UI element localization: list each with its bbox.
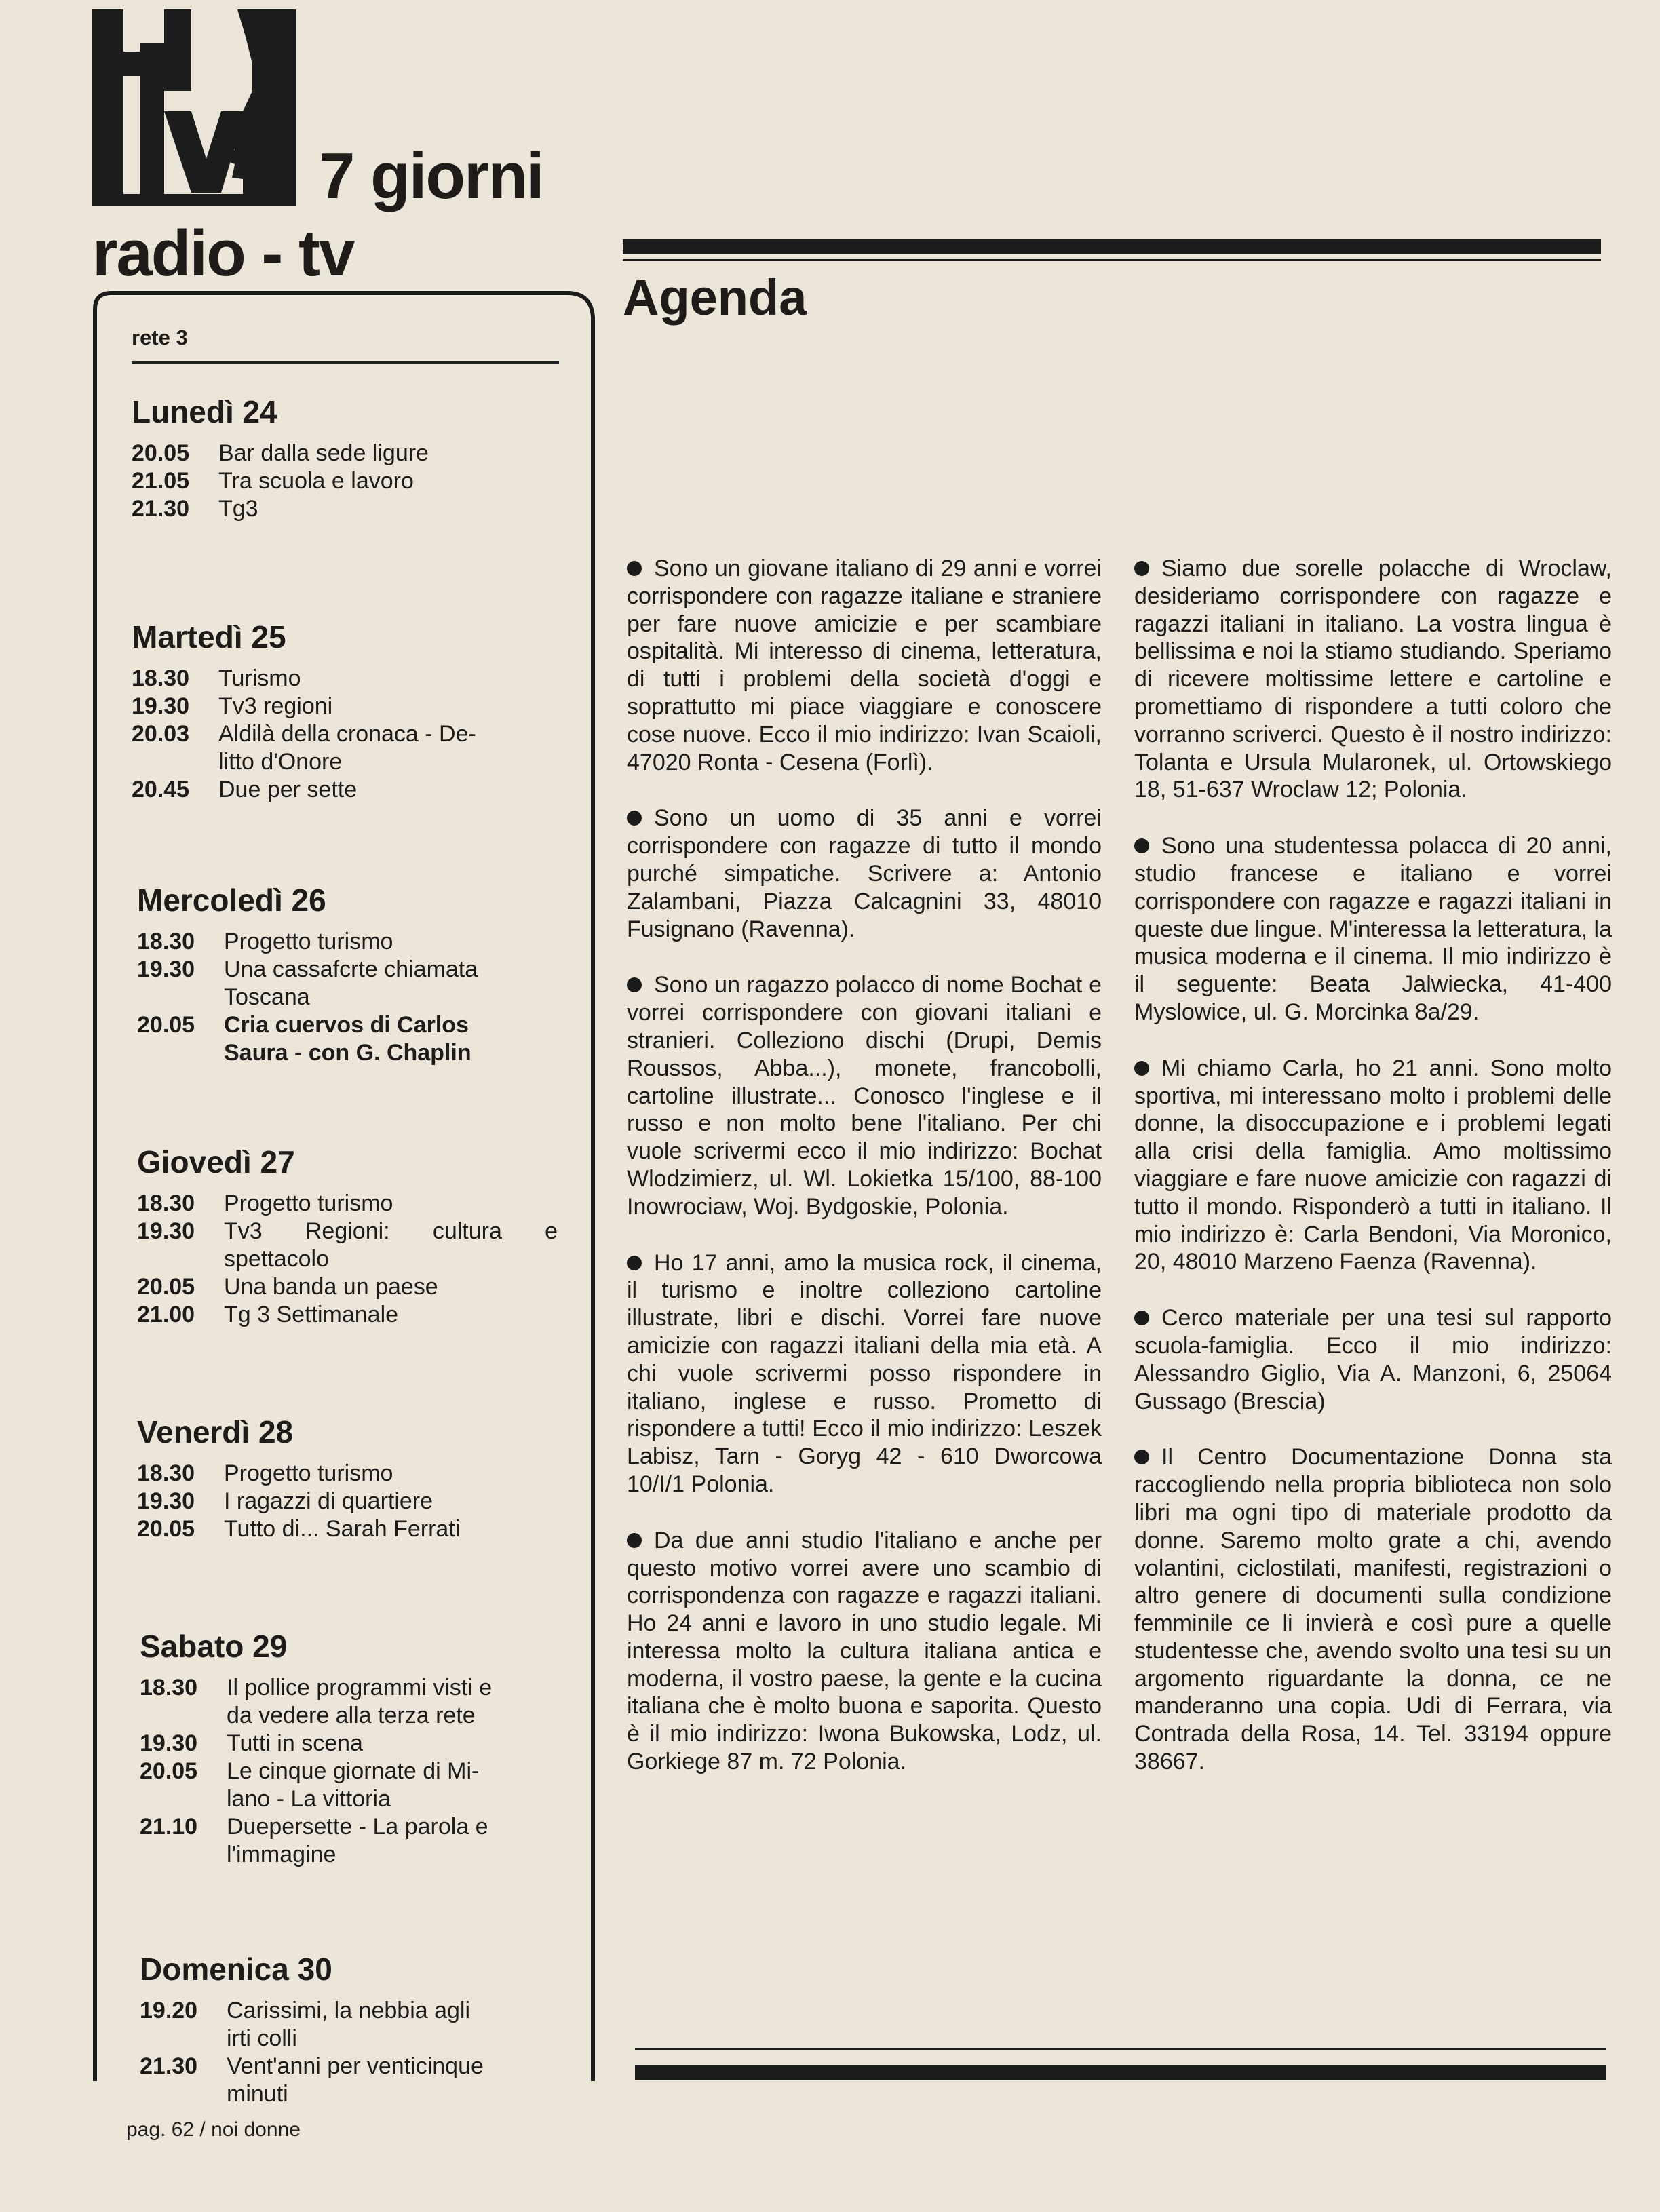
program-title: Tutti in scena: [227, 1730, 363, 1756]
program-time: [137, 1039, 224, 1067]
program-row: [132, 467, 596, 495]
program-time: 18.30: [137, 1190, 195, 1216]
day-title: Venerdì 28: [137, 1414, 294, 1450]
letter: [1134, 1443, 1612, 1776]
program-time: 18.30: [137, 929, 195, 954]
bullet-icon: [1134, 561, 1149, 576]
top-rule: [623, 239, 1601, 254]
letter-text: Il Centro Documentazione Donna sta raccogliendo nella propria biblioteca non solo libri ma ogni tipo di materiale prodotto da donne. Saremo molto grate a chi, avendo volantini, ciclostilati, manifesti, registrazioni o altro genere di documenti sulla condizione femminile ce li invierà e così pure a quelle studentesse che, avendo svolto una tesi su un argomento riguardante la donna, ce ne manderanno una copia. Udi di Ferrara, via Contrada della Rosa, 14. Tel. 33194 oppure 38667.: [1134, 1444, 1612, 1775]
program-title: Progetto turismo: [224, 1460, 393, 1486]
program-row: [132, 693, 596, 720]
program-title: Tv3 Regioni: cultura e: [224, 1218, 558, 1244]
program-time: 21.00: [137, 1302, 195, 1327]
program-title: Tg 3 Settimanale: [224, 1302, 399, 1327]
program-title: Progetto turismo: [224, 1190, 393, 1216]
schedule-day: [92, 621, 596, 804]
program-time: 20.05: [132, 440, 190, 466]
day-title: Mercoledì 26: [137, 882, 326, 918]
bullet-icon: [627, 1256, 642, 1270]
masthead-days: 7 giorni: [319, 140, 543, 212]
program-time: [140, 2080, 227, 2108]
program-row: [132, 748, 596, 776]
program-time: 19.30: [137, 1488, 195, 1514]
program-time: [140, 1785, 227, 1813]
magazine-name: noi donne: [211, 2118, 301, 2141]
program-title: irti colli: [227, 2025, 297, 2051]
letter: [627, 971, 1102, 1220]
schedule-box: [92, 290, 596, 2107]
program-title: Bar dalla sede ligure: [218, 440, 429, 466]
schedule-day: [92, 1954, 596, 2108]
program-row: [132, 495, 596, 523]
program-row: [140, 2080, 596, 2108]
bullet-icon: [627, 1533, 642, 1548]
bottom-rule: [635, 2065, 1606, 2080]
program-title: Aldilà della cronaca - De-: [218, 721, 476, 747]
program-title: I ragazzi di quartiere: [224, 1488, 433, 1514]
program-time: 19.20: [140, 1998, 198, 2023]
program-title: Turismo: [218, 665, 301, 691]
schedule-day: [92, 1631, 596, 1869]
program-row: [140, 1997, 596, 2025]
letter-text: Sono un uomo di 35 anni e vorrei corrispondere con ragazze di tutto il mondo purché simpatiche. Scrivere a: Antonio Zalambani, Piazza Calcagnini 33, 48010 Fusignano (Ravenna).: [627, 805, 1102, 942]
program-time: [132, 748, 218, 776]
bullet-icon: [627, 977, 642, 992]
bullet-icon: [1134, 1450, 1149, 1464]
program-title: Le cinque giornate di Mi-: [227, 1758, 480, 1784]
program-row: [132, 776, 596, 804]
letter: [1134, 832, 1612, 1026]
letter: [627, 804, 1102, 943]
program-title: Tg3: [218, 496, 258, 522]
program-row: [140, 2025, 596, 2053]
program-row: [140, 1785, 596, 1813]
program-time: 18.30: [137, 1460, 195, 1486]
program-row: [137, 928, 596, 956]
schedule-day: [92, 882, 596, 1067]
program-row: [137, 1515, 596, 1543]
program-title: Progetto turismo: [224, 929, 393, 954]
program-title: Tra scuola e lavoro: [218, 468, 414, 494]
letter: [1134, 1055, 1612, 1276]
program-title: Tv3 regioni: [218, 693, 333, 719]
page-number: pag. 62 /: [126, 2118, 206, 2141]
program-time: 20.03: [132, 721, 190, 747]
schedule-day: [92, 1416, 596, 1543]
program-title: Una banda un paese: [224, 1274, 438, 1300]
program-row: [137, 1301, 596, 1329]
tv-logo: [92, 9, 296, 206]
letter-text: Cerco materiale per una tesi sul rapporto scuola-famiglia. Ecco il mio indirizzo: Alessandro Giglio, Via A. Manzoni, 6, 25064 Gussago (Brescia): [1134, 1305, 1612, 1414]
program-time: 19.30: [140, 1730, 198, 1756]
program-title: Saura - con G. Chaplin: [224, 1040, 471, 1066]
program-time: 19.30: [137, 956, 195, 982]
top-rule-thin: [623, 259, 1601, 261]
program-title: Cria cuervos di Carlos: [224, 1012, 469, 1038]
letter: [627, 1249, 1102, 1498]
program-time: 21.10: [140, 1814, 198, 1840]
bullet-icon: [1134, 838, 1149, 853]
program-time: 19.30: [132, 693, 190, 719]
program-row: [137, 1460, 596, 1488]
day-title: Lunedì 24: [132, 394, 277, 429]
program-row: [137, 1039, 596, 1067]
schedule-day: [92, 396, 596, 523]
letter-text: Sono una studentessa polacca di 20 anni, studio francese e italiano e vorrei corrispondere con ragazze e ragazzi italiani in queste due lingue. M'interessa la letteratura, la musica moderna e il cinema. Il mio indirizzo è il seguente: Beata Jalwiecka, 41-400 Myslowice, ul. G. Morcinka 8a/29.: [1134, 833, 1612, 1025]
program-title: Una cassafcrte chiamata: [224, 956, 478, 982]
letter-text: Sono un ragazzo polacco di nome Bochat e vorrei corrispondere con giovani italiani e stranieri. Colleziono dischi (Drupi, Demis Roussos, Abba...), monete, francobolli, cartoline illustrate... Conosco l'inglese e il russo e non molto bene l'italiano. Per chi vuole scrivermi ecco il mio indirizzo: Bochat Wlodzimierz, ul. Wl. Lokietka 15/100, 88-100 Inowrociaw, Woj. Bydgoskie, Polonia.: [627, 972, 1102, 1220]
program-title: minuti: [227, 2081, 288, 2107]
program-time: 21.30: [140, 2053, 198, 2079]
program-time: [140, 2025, 227, 2053]
day-title: Sabato 29: [140, 1629, 288, 1664]
bullet-icon: [627, 811, 642, 826]
program-time: [140, 1702, 227, 1730]
program-time: 20.05: [137, 1516, 195, 1542]
agenda-left-column: [627, 555, 1102, 1804]
agenda-right-column: [1134, 555, 1612, 1804]
program-row: [140, 1702, 596, 1730]
bottom-rule-thin: [635, 2048, 1606, 2050]
program-row: [132, 720, 596, 748]
program-row: [137, 1245, 596, 1273]
page-footer: [126, 2120, 301, 2140]
program-row: [132, 440, 596, 467]
tv-logo-graphic: [92, 9, 296, 206]
day-title: Martedì 25: [132, 619, 286, 655]
program-row: [137, 984, 596, 1011]
program-row: [140, 1730, 596, 1758]
program-row: [137, 1273, 596, 1301]
program-row: [137, 956, 596, 984]
day-title: Giovedì 27: [137, 1144, 295, 1180]
program-title: lano - La vittoria: [227, 1786, 391, 1812]
program-time: 20.05: [137, 1012, 195, 1038]
program-time: 21.30: [132, 496, 190, 522]
program-row: [137, 1218, 596, 1245]
program-row: [140, 1674, 596, 1702]
program-title: Duepersette - La parola e: [227, 1814, 488, 1840]
day-title: Domenica 30: [140, 1952, 332, 1987]
program-row: [132, 665, 596, 693]
program-time: 20.05: [140, 1758, 198, 1784]
program-row: [137, 1190, 596, 1218]
program-title: Toscana: [224, 984, 310, 1010]
letter-text: Da due anni studio l'italiano e anche per questo motivo vorrei avere uno scambio di corrispondenza con ragazze e ragazzi italiani. Ho 24 anni e lavoro in uno studio legale. Mi interessa molto la cultura italiana antica e moderna, il vostro paese, la gente e la cucina italiana che è molto buona e saporita. Questo è il mio indirizzo: Iwona Bukowska, Lodz, ul. Gorkiege 87 m. 72 Polonia.: [627, 1527, 1102, 1775]
letter-text: Siamo due sorelle polacche di Wroclaw, desideriamo corrispondere con ragazze e ragazzi italiani in italiano. La vostra lingua è bellissima e noi la stiamo studiando. Speriamo di ricevere moltissime lettere e cartoline e promettiamo di rispondere a tutti coloro che vorranno scriverci. Questo è il nostro indirizzo: Tolanta e Ursula Mularonek, ul. Ortowskiego 18, 51-637 Wroclaw 12; Polonia.: [1134, 556, 1612, 803]
program-title: Vent'anni per venticinque: [227, 2053, 484, 2079]
letter-text: Mi chiamo Carla, ho 21 anni. Sono molto sportiva, mi interessano molto i problemi delle donne, la disoccupazione e i problemi legati alla crisi della famiglia. Amo moltissimo viaggiare e fare nuove amicizie con ragazzi di tutto il mondo. Risponderò a tutti in italiano. Il mio indirizzo è: Carla Bendoni, Via Moronico, 20, 48010 Marzeno Faenza (Ravenna).: [1134, 1055, 1612, 1275]
program-row: [140, 1813, 596, 1841]
bullet-icon: [1134, 1061, 1149, 1076]
masthead-section: radio - tv: [92, 217, 354, 290]
letter-text: Sono un giovane italiano di 29 anni e vorrei corrispondere con ragazze italiane e straniere per fare nuove amicizie e per scambiare ospitalità. Mi interesso di cinema, letteratura, di tutti i problemi della società d'oggi e soprattutto mi piace viaggiare e conoscere cose nuove. Ecco il mio indirizzo: Ivan Scaioli, 47020 Ronta - Cesena (Forlì).: [627, 556, 1102, 775]
program-row: [140, 1758, 596, 1785]
program-title: Due per sette: [218, 777, 358, 802]
program-time: 18.30: [140, 1675, 198, 1701]
letter: [627, 555, 1102, 776]
schedule-day: [92, 1146, 596, 1329]
letter-text: Ho 17 anni, amo la musica rock, il cinema, il turismo e inoltre colleziono cartoline illustrate, libri e dischi. Vorrei fare nuove amicizie con ragazzi italiani della mia età. A chi vuole scrivermi posso rispondere in italiano, inglese e russo. Prometto di rispondere a tutti! Ecco il mio indirizzo: Leszek Labisz, Tarn - Goryg 42 - 610 Dworcowa 10/I/1 Polonia.: [627, 1249, 1102, 1497]
program-time: [137, 1245, 224, 1273]
network-divider: [132, 361, 559, 364]
bullet-icon: [1134, 1311, 1149, 1325]
program-time: 20.45: [132, 777, 190, 802]
program-title: spettacolo: [224, 1246, 329, 1272]
agenda-title: Agenda: [623, 269, 807, 326]
program-time: [140, 1841, 227, 1869]
network-label: rete 3: [132, 326, 188, 349]
program-title: da vedere alla terza rete: [227, 1703, 476, 1728]
program-title: litto d'Onore: [218, 749, 343, 775]
program-row: [137, 1011, 596, 1039]
program-title: Il pollice programmi visti e: [227, 1675, 493, 1701]
program-title: Tutto di... Sarah Ferrati: [224, 1516, 461, 1542]
program-title: Carissimi, la nebbia agli: [227, 1998, 471, 2023]
letter: [1134, 1304, 1612, 1415]
letter: [627, 1527, 1102, 1776]
program-row: [137, 1488, 596, 1515]
program-time: [137, 984, 224, 1011]
program-row: [140, 1841, 596, 1869]
program-row: [140, 2053, 596, 2080]
bullet-icon: [627, 561, 642, 576]
program-time: 20.05: [137, 1274, 195, 1300]
program-time: 19.30: [137, 1218, 195, 1244]
program-time: 18.30: [132, 665, 190, 691]
program-title: l'immagine: [227, 1842, 336, 1867]
program-time: 21.05: [132, 468, 190, 494]
letter: [1134, 555, 1612, 804]
